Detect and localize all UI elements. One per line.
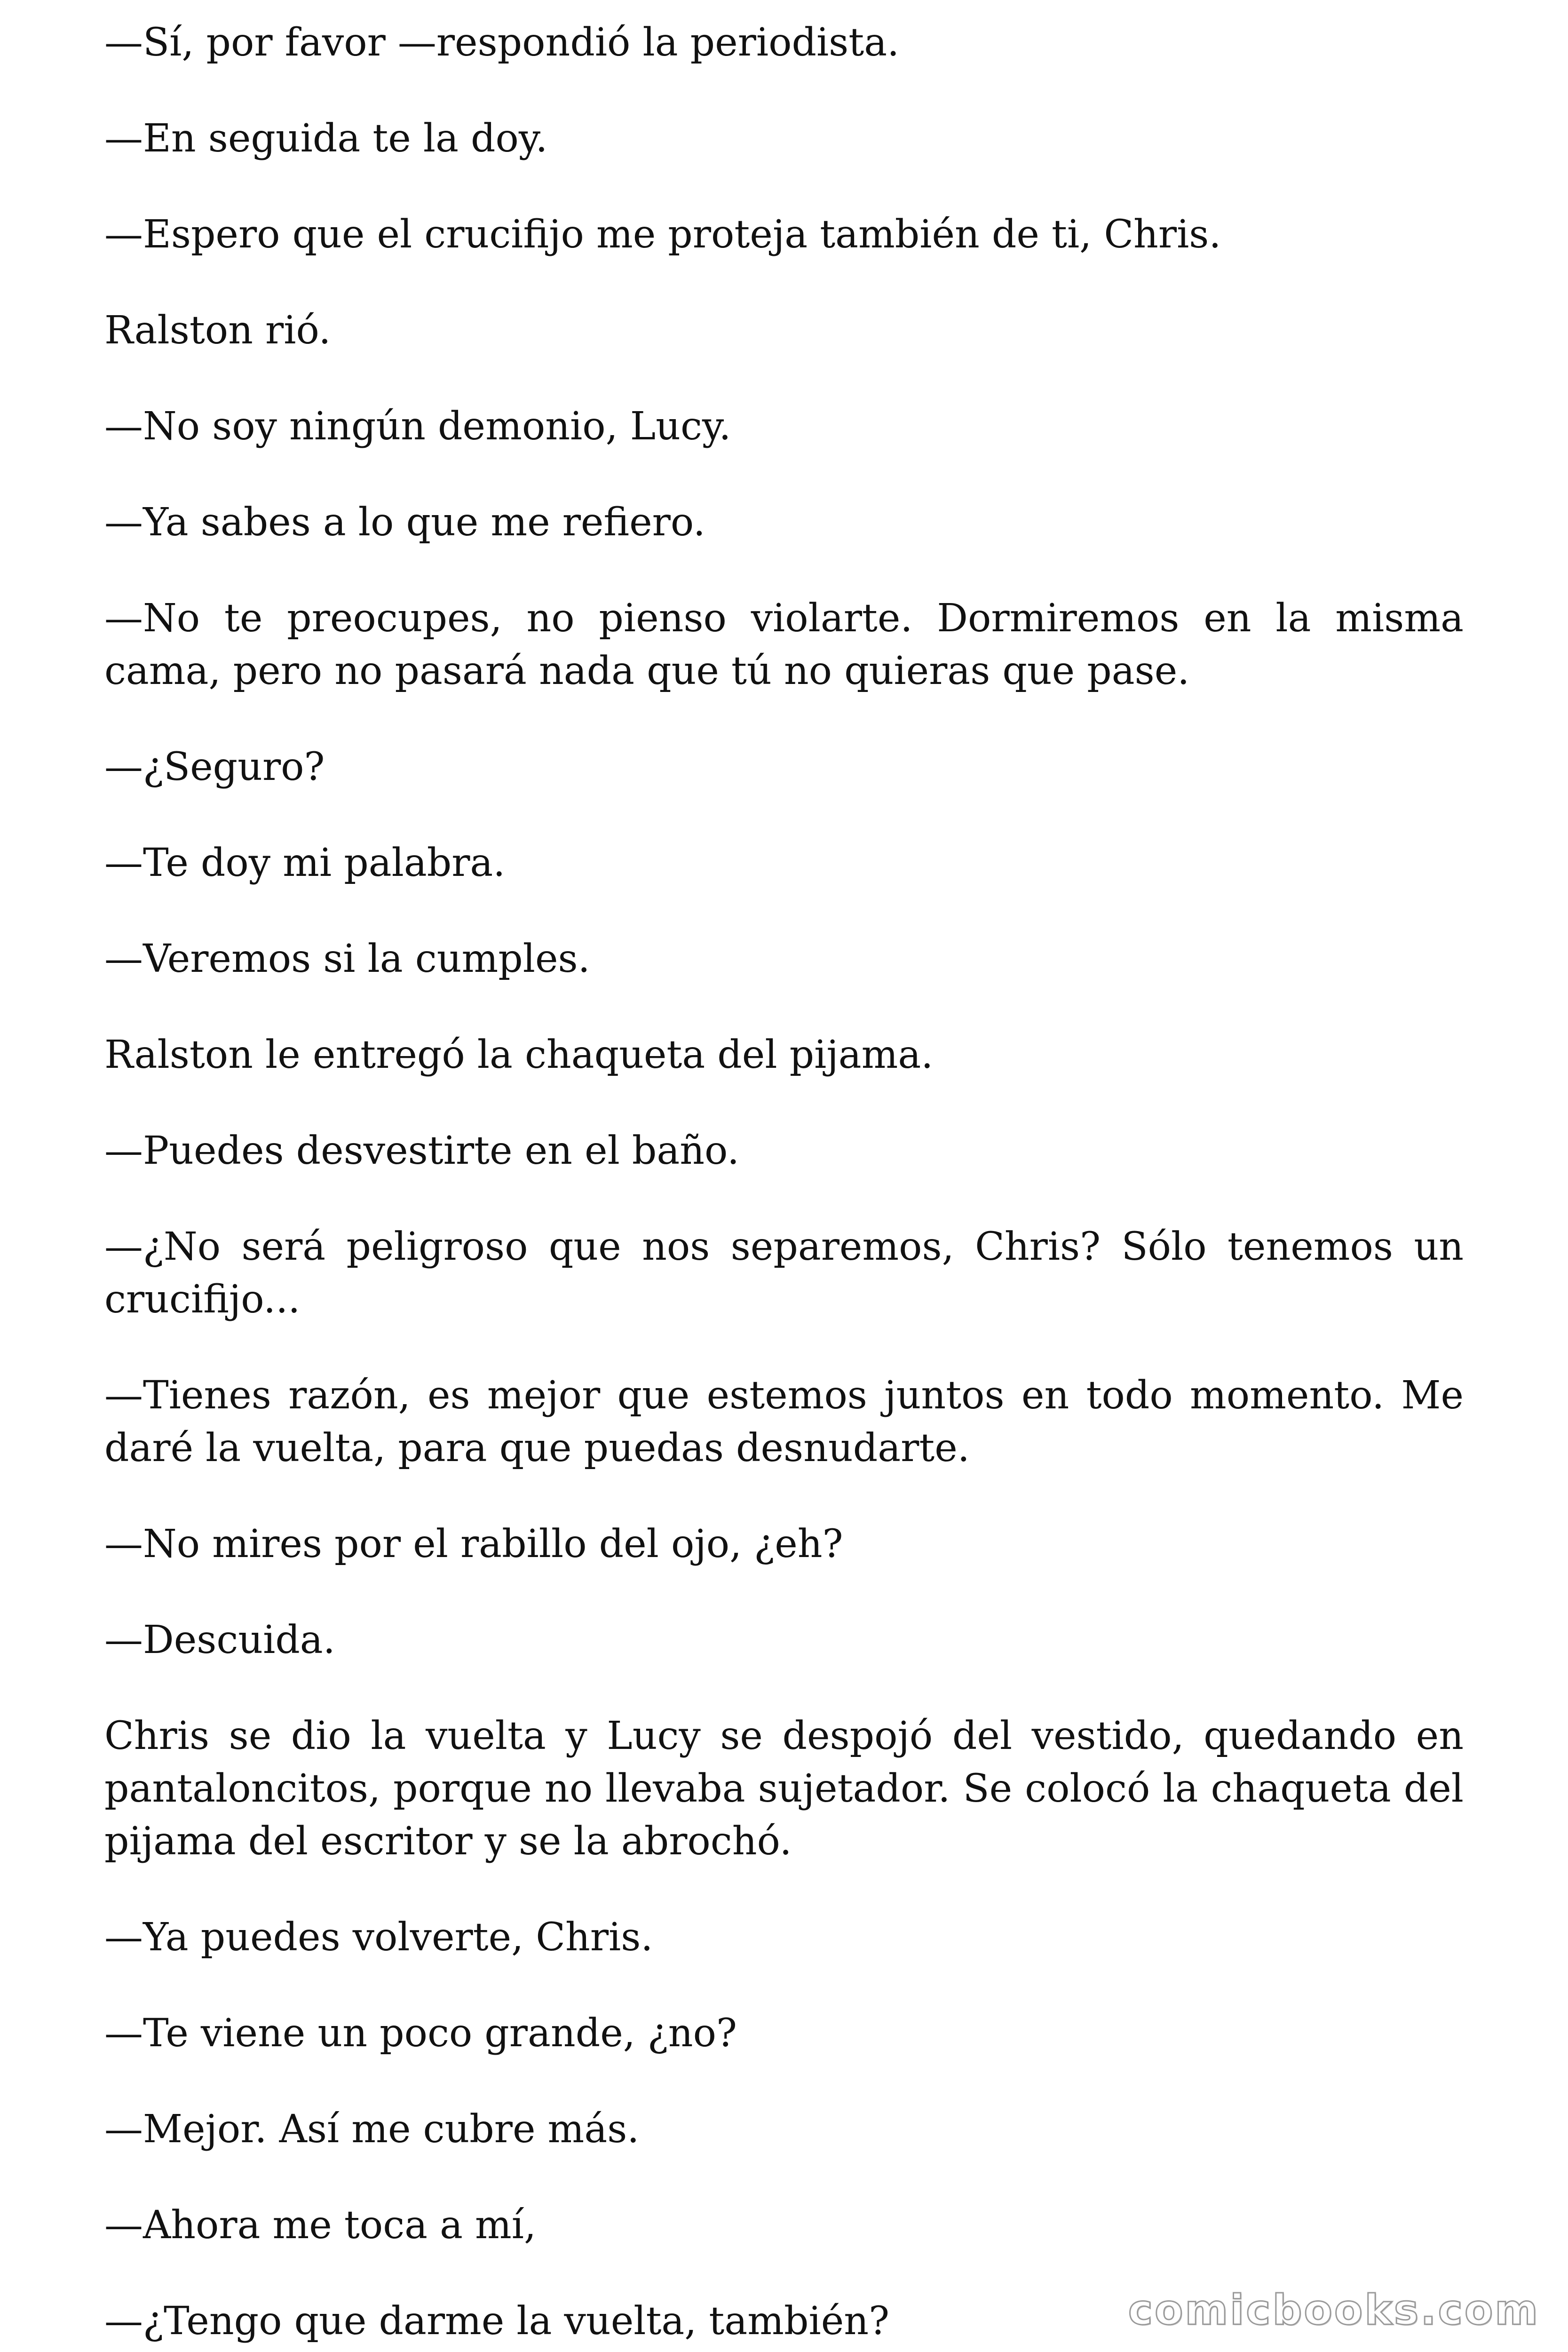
- paragraph: —Descuida.: [104, 1618, 335, 1662]
- paragraph: Ralston le entregó la chaqueta del pijama.: [104, 1033, 934, 1077]
- paragraph: —Sí, por favor —respondió la periodista.: [104, 20, 900, 65]
- paragraph: —Tienes razón, es mejor que estemos juntos en todo momento. Me daré la vuelta, para que puedas desnudarte.: [104, 1373, 1464, 1470]
- paragraph: —Veremos si la cumples.: [104, 937, 590, 981]
- paragraph: —Ahora me toca a mí,: [104, 2203, 537, 2248]
- text-column: [104, 16, 1464, 2352]
- paragraph: —No soy ningún demonio, Lucy.: [104, 404, 731, 449]
- paragraph: —Te doy mi palabra.: [104, 841, 506, 885]
- watermark-logo: comicbooks.com: [1128, 2286, 1540, 2334]
- paragraph: Chris se dio la vuelta y Lucy se despojó del vestido, quedando en pantaloncitos, porque no llevaba sujetador. Se colocó la chaqueta del pijama del escritor y se la abrochó.: [104, 1714, 1464, 1864]
- paragraph: —Te viene un poco grande, ¿no?: [104, 2011, 737, 2056]
- paragraph: —¿Seguro?: [104, 745, 325, 789]
- paragraph: —En seguida te la doy.: [104, 116, 548, 161]
- paragraph: —¿Tengo que darme la vuelta, también?: [104, 2299, 890, 2344]
- paragraph: —¿No será peligroso que nos separemos, Chris? Sólo tenemos un crucifijo...: [104, 1224, 1464, 1322]
- paragraph: —No mires por el rabillo del ojo, ¿eh?: [104, 1522, 843, 1566]
- paragraph: —Espero que el crucifijo me proteja también de ti, Chris.: [104, 212, 1221, 257]
- paragraph: —Ya puedes volverte, Chris.: [104, 1915, 653, 1960]
- paragraph: —No te preocupes, no pienso violarte. Dormiremos en la misma cama, pero no pasará nada que tú no quieras que pase.: [104, 596, 1464, 693]
- paragraph: —Mejor. Así me cubre más.: [104, 2107, 640, 2152]
- paragraph: Ralston rió.: [104, 308, 331, 353]
- paragraph: —Ya sabes a lo que me refiero.: [104, 500, 705, 545]
- paragraph: —Puedes desvestirte en el baño.: [104, 1128, 740, 1173]
